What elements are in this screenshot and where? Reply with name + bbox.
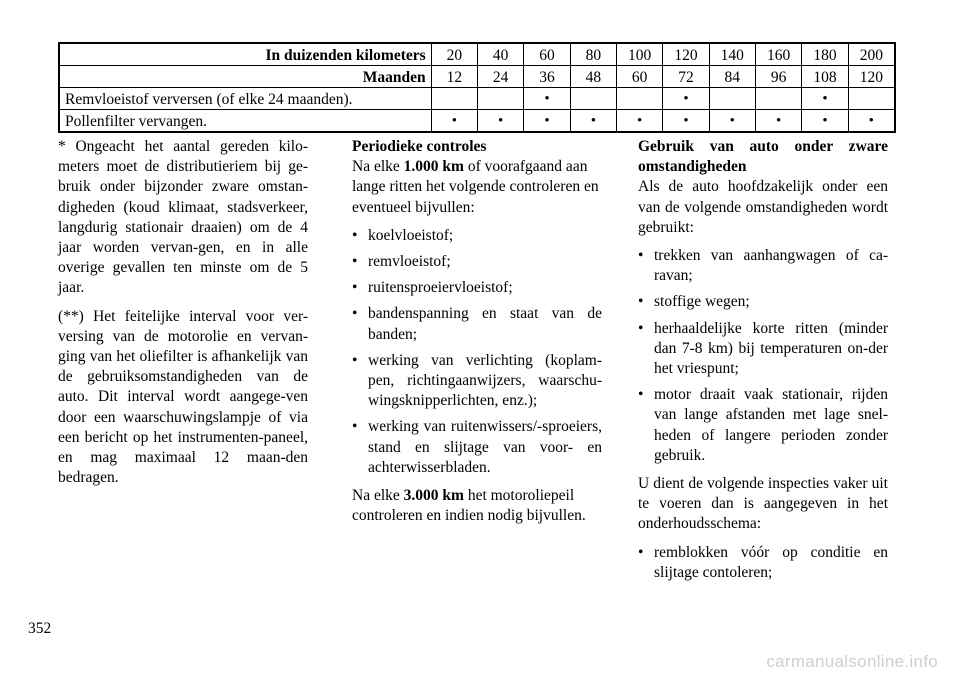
- intro-post: of voorafgaand aan lange ritten het volgende controleren en eventueel bijvullen:: [352, 158, 599, 216]
- schedule-cell: •: [709, 110, 755, 133]
- page-number: 352: [28, 620, 52, 637]
- list-item: • motor draait vaak stationair, rijden van lange afstanden met lage snel-heden of langere perioden zonder gebruik.: [638, 385, 888, 466]
- km-cell: 200: [848, 43, 895, 66]
- schedule-cell: [709, 88, 755, 110]
- interval-value: 1.000 km: [403, 158, 464, 176]
- months-cell: 96: [755, 66, 801, 88]
- table-row: [59, 110, 895, 133]
- intro-paragraph: Als de auto hoofdzakelijk onder een van de volgende omstandigheden wordt gebruikt:: [638, 178, 888, 236]
- months-cell: 36: [524, 66, 570, 88]
- km-cell: 20: [431, 43, 477, 66]
- list-item: • werking van ruitenwissers/-sproeiers, stand en slijtage van voor- en achterwisserbladen.: [352, 417, 602, 478]
- km-row: [59, 43, 895, 66]
- periodic-checks-column: [352, 137, 602, 534]
- list-item: • herhaaldelijke korte ritten (minder dan 7-8 km) bij temperaturen on-der het vriespunt;: [638, 319, 888, 380]
- watermark-footer: carmanualsonline.info: [766, 652, 938, 671]
- schedule-cell: •: [616, 110, 662, 133]
- schedule-cell: •: [802, 110, 848, 133]
- section-heading: Gebruik van auto onder zware omstandigheden: [638, 138, 888, 176]
- table-row: [59, 88, 895, 110]
- list-item: • koelvloeistof;: [352, 226, 602, 246]
- oil-change-note: (**) Het feitelijke interval voor ver-versing van de motorolie en vervan-ging van het oliefilter is afhankelijk van de gebruiksomstandigheden van de auto. Dit interval wordt aangege-ven door een waarschuwingslampje of via een bericht op het instrumenten-paneel, en mag maximaal 12 maan-den bedragen.: [58, 307, 308, 487]
- maintenance-schedule-table: [58, 42, 896, 133]
- schedule-cell: [570, 88, 616, 110]
- list-item: • bandenspanning en staat van de banden;: [352, 304, 602, 344]
- km-cell: 80: [570, 43, 616, 66]
- months-cell: 84: [709, 66, 755, 88]
- km-cell: 40: [478, 43, 524, 66]
- row-label: Pollenfilter vervangen.: [59, 110, 431, 133]
- km-cell: 60: [524, 43, 570, 66]
- list-item: • ruitensproeiervloeistof;: [352, 278, 602, 298]
- months-header: Maanden: [59, 66, 431, 88]
- outro-paragraph: [352, 486, 602, 526]
- months-cell: 12: [431, 66, 477, 88]
- section-heading: Periodieke controles: [352, 138, 487, 155]
- timing-belt-note: * Ongeacht het aantal gereden kilo-meters moet de distributieriem bij ge-bruik onder bijzonder zware omstan-digheden (koud klimaat, stadsverkeer, langdurig stationair draaien) om de 4 jaar worden vervan-gen, en in alle overige gevallen ten minste om de 5 jaar.: [58, 138, 308, 297]
- condition-list: [638, 246, 888, 466]
- months-cell: 48: [570, 66, 616, 88]
- months-cell: 120: [848, 66, 895, 88]
- schedule-cell: •: [755, 110, 801, 133]
- km-cell: 160: [755, 43, 801, 66]
- schedule-cell: •: [802, 88, 848, 110]
- schedule-cell: •: [663, 88, 709, 110]
- km-cell: 100: [616, 43, 662, 66]
- list-item: • trekken van aanhangwagen of ca-ravan;: [638, 246, 888, 286]
- list-item: • remvloeistof;: [352, 252, 602, 272]
- row-label: Remvloeistof verversen (of elke 24 maanden).: [59, 88, 431, 110]
- schedule-cell: •: [524, 110, 570, 133]
- months-cell: 72: [663, 66, 709, 88]
- list-item: • werking van verlichting (koplam-pen, richtingaanwijzers, waarschu-wingsknipperlichten, enz.);: [352, 351, 602, 412]
- schedule-cell: [616, 88, 662, 110]
- months-cell: 108: [802, 66, 848, 88]
- months-cell: 24: [478, 66, 524, 88]
- km-cell: 140: [709, 43, 755, 66]
- km-cell: 120: [663, 43, 709, 66]
- outro-post: het motoroliepeil controleren en indien nodig bijvullen.: [352, 487, 586, 525]
- intro-pre: Na elke: [352, 158, 400, 176]
- schedule-cell: •: [524, 88, 570, 110]
- schedule-cell: •: [848, 110, 895, 133]
- outro-pre: Na elke: [352, 487, 400, 505]
- check-list: [352, 226, 602, 478]
- interval-value: 3.000 km: [403, 487, 464, 505]
- schedule-cell: •: [431, 110, 477, 133]
- schedule-cell: •: [570, 110, 616, 133]
- schedule-cell: [755, 88, 801, 110]
- heavy-use-column: [638, 137, 888, 591]
- inspection-paragraph: U dient de volgende inspecties vaker uit te voeren dan is aangegeven in het onderhoudsschema:: [638, 475, 888, 533]
- km-header: In duizenden kilometers: [59, 43, 431, 66]
- schedule-cell: •: [478, 110, 524, 133]
- footnotes-column: [58, 137, 308, 496]
- schedule-cell: [478, 88, 524, 110]
- months-row: [59, 66, 895, 88]
- inspection-list: [638, 543, 888, 583]
- schedule-cell: [848, 88, 895, 110]
- schedule-cell: •: [663, 110, 709, 133]
- months-cell: 60: [616, 66, 662, 88]
- list-item: • remblokken vóór op conditie en slijtage contoleren;: [638, 543, 888, 583]
- km-cell: 180: [802, 43, 848, 66]
- schedule-cell: [431, 88, 477, 110]
- list-item: • stoffige wegen;: [638, 292, 888, 312]
- intro-paragraph: [352, 157, 602, 218]
